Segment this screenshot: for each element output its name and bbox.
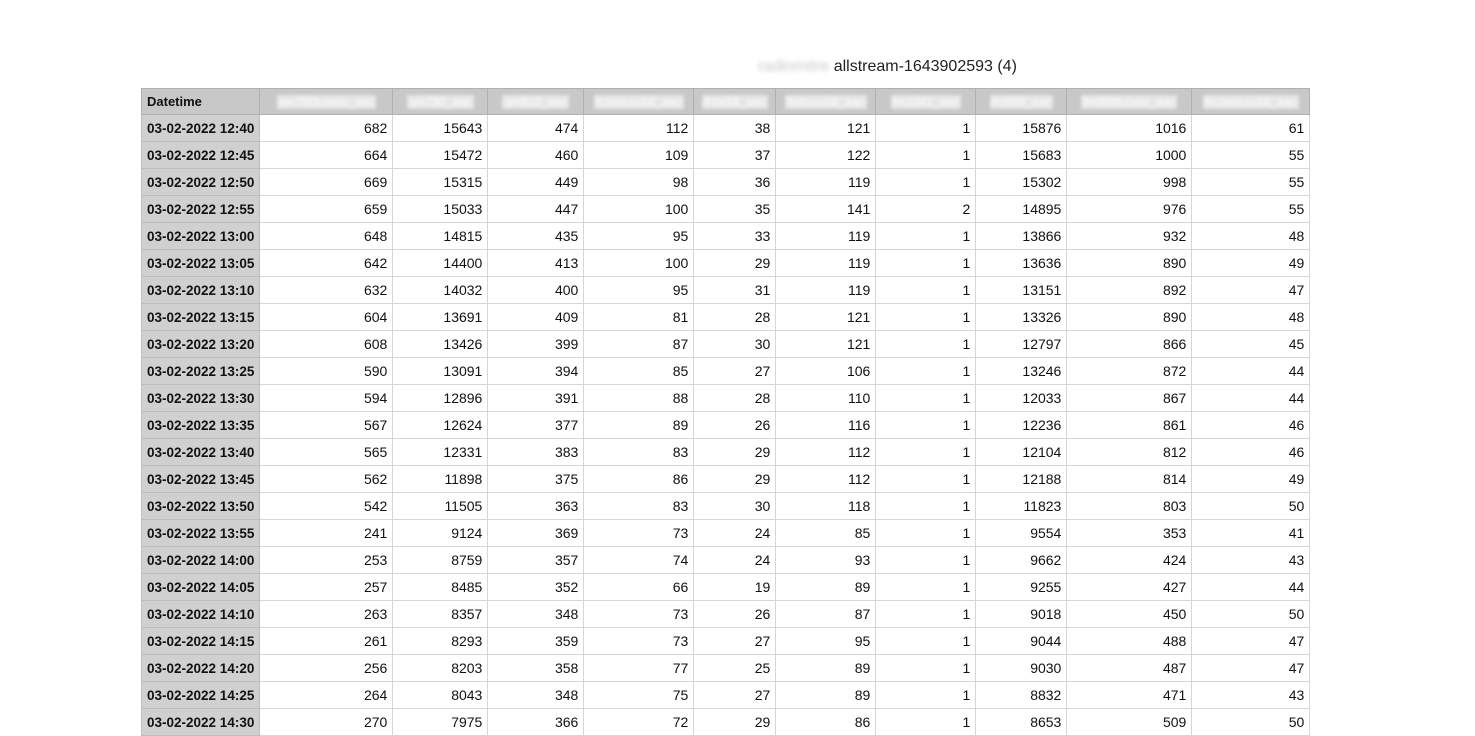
table-cell: 88 [584, 385, 694, 412]
table-cell: 122 [776, 142, 876, 169]
table-cell: 89 [584, 412, 694, 439]
table-row [142, 277, 1310, 304]
table-cell: 95 [584, 277, 694, 304]
table-cell: 26 [694, 412, 776, 439]
table-cell: 61 [1192, 115, 1310, 142]
table-cell: 1 [876, 493, 976, 520]
table-cell: 400 [488, 277, 584, 304]
table-cell: 72 [584, 709, 694, 736]
table-cell: 38 [694, 115, 776, 142]
table-cell: 15683 [976, 142, 1067, 169]
table-cell: 1 [876, 385, 976, 412]
table-cell: 12188 [976, 466, 1067, 493]
table-cell: 241 [260, 520, 393, 547]
table-cell: 509 [1067, 709, 1192, 736]
table-cell: 1 [876, 304, 976, 331]
table-cell: 74 [584, 547, 694, 574]
table-cell: 14400 [393, 250, 488, 277]
table-cell: 8043 [393, 682, 488, 709]
row-datetime: 03-02-2022 13:25 [142, 358, 260, 385]
table-cell: 30 [694, 331, 776, 358]
table-cell: 12896 [393, 385, 488, 412]
table-cell: 1 [876, 682, 976, 709]
table-cell: 28 [694, 385, 776, 412]
table-cell: 83 [584, 439, 694, 466]
table-cell: 12033 [976, 385, 1067, 412]
table-cell: 8357 [393, 601, 488, 628]
row-datetime: 03-02-2022 14:20 [142, 655, 260, 682]
table-cell: 55 [1192, 142, 1310, 169]
table-cell: 8832 [976, 682, 1067, 709]
table-cell: 44 [1192, 574, 1310, 601]
table-cell: 106 [776, 358, 876, 385]
table-cell: 363 [488, 493, 584, 520]
table-cell: 29 [694, 250, 776, 277]
table-cell: 1 [876, 439, 976, 466]
header-datetime: Datetime [142, 89, 260, 115]
table-cell: 866 [1067, 331, 1192, 358]
table-cell: 44 [1192, 358, 1310, 385]
table-cell: 413 [488, 250, 584, 277]
table-cell: 89 [776, 655, 876, 682]
table-cell: 669 [260, 169, 393, 196]
table-cell: 1 [876, 574, 976, 601]
table-cell: 49 [1192, 250, 1310, 277]
table-cell: 8293 [393, 628, 488, 655]
table-cell: 377 [488, 412, 584, 439]
table-cell: 15472 [393, 142, 488, 169]
table-cell: 487 [1067, 655, 1192, 682]
table-cell: 31 [694, 277, 776, 304]
table-cell: 112 [584, 115, 694, 142]
table-cell: 29 [694, 466, 776, 493]
table-cell: 93 [776, 547, 876, 574]
row-datetime: 03-02-2022 13:55 [142, 520, 260, 547]
table-cell: 1 [876, 520, 976, 547]
table-row [142, 169, 1310, 196]
table-cell: 98 [584, 169, 694, 196]
table-cell: 460 [488, 142, 584, 169]
table-cell: 427 [1067, 574, 1192, 601]
table-cell: 116 [776, 412, 876, 439]
table-cell: 19 [694, 574, 776, 601]
table-row [142, 223, 1310, 250]
table-cell: 1 [876, 709, 976, 736]
table-cell: 47 [1192, 628, 1310, 655]
table-cell: 803 [1067, 493, 1192, 520]
table-cell: 348 [488, 682, 584, 709]
table-row [142, 601, 1310, 628]
table-cell: 890 [1067, 304, 1192, 331]
table-row [142, 682, 1310, 709]
table-cell: 1 [876, 331, 976, 358]
table-cell: 110 [776, 385, 876, 412]
table-cell: 9044 [976, 628, 1067, 655]
column-header: flatinos56_aac [776, 89, 876, 115]
column-header: am790_aac [393, 89, 488, 115]
row-datetime: 03-02-2022 13:00 [142, 223, 260, 250]
table-cell: 812 [1067, 439, 1192, 466]
column-header: fm999_aac [976, 89, 1067, 115]
table-cell: 814 [1067, 466, 1192, 493]
row-datetime: 03-02-2022 14:10 [142, 601, 260, 628]
table-cell: 15643 [393, 115, 488, 142]
table-cell: 12797 [976, 331, 1067, 358]
table-cell: 998 [1067, 169, 1192, 196]
table-cell: 358 [488, 655, 584, 682]
table-cell: 13151 [976, 277, 1067, 304]
table-cell: 632 [260, 277, 393, 304]
column-header: fnclasicos56_aac [1192, 89, 1310, 115]
table-cell: 8653 [976, 709, 1067, 736]
row-datetime: 03-02-2022 14:15 [142, 628, 260, 655]
table-cell: 95 [776, 628, 876, 655]
table-cell: 119 [776, 223, 876, 250]
table-cell: 9662 [976, 547, 1067, 574]
table-cell: 15876 [976, 115, 1067, 142]
table-row [142, 412, 1310, 439]
table-cell: 121 [776, 115, 876, 142]
table-cell: 47 [1192, 277, 1310, 304]
table-cell: 37 [694, 142, 776, 169]
table-cell: 270 [260, 709, 393, 736]
row-datetime: 03-02-2022 12:45 [142, 142, 260, 169]
table-row [142, 250, 1310, 277]
table-cell: 12236 [976, 412, 1067, 439]
table-row [142, 115, 1310, 142]
table-cell: 9255 [976, 574, 1067, 601]
table-cell: 14815 [393, 223, 488, 250]
document-title [0, 58, 1475, 76]
table-cell: 447 [488, 196, 584, 223]
table-cell: 30 [694, 493, 776, 520]
table-cell: 43 [1192, 682, 1310, 709]
table-cell: 2 [876, 196, 976, 223]
table-cell: 542 [260, 493, 393, 520]
table-cell: 9124 [393, 520, 488, 547]
table-cell: 449 [488, 169, 584, 196]
table-cell: 14032 [393, 277, 488, 304]
table-cell: 12104 [976, 439, 1067, 466]
table-cell: 27 [694, 358, 776, 385]
table-cell: 1 [876, 142, 976, 169]
table-cell: 399 [488, 331, 584, 358]
table-cell: 141 [776, 196, 876, 223]
table-cell: 1 [876, 277, 976, 304]
table-cell: 121 [776, 331, 876, 358]
table-cell: 13866 [976, 223, 1067, 250]
table-cell: 73 [584, 601, 694, 628]
row-datetime: 03-02-2022 12:55 [142, 196, 260, 223]
column-header: am810_aac [488, 89, 584, 115]
table-row [142, 358, 1310, 385]
table-cell: 100 [584, 250, 694, 277]
table-cell: 359 [488, 628, 584, 655]
table-cell: 567 [260, 412, 393, 439]
table-row [142, 439, 1310, 466]
table-cell: 13326 [976, 304, 1067, 331]
row-datetime: 03-02-2022 13:30 [142, 385, 260, 412]
table-row [142, 655, 1310, 682]
table-cell: 50 [1192, 601, 1310, 628]
table-cell: 450 [1067, 601, 1192, 628]
table-cell: 12624 [393, 412, 488, 439]
table-cell: 11898 [393, 466, 488, 493]
table-cell: 642 [260, 250, 393, 277]
table-cell: 604 [260, 304, 393, 331]
table-cell: 383 [488, 439, 584, 466]
row-datetime: 03-02-2022 13:35 [142, 412, 260, 439]
table-cell: 109 [584, 142, 694, 169]
table-row [142, 466, 1310, 493]
table-cell: 12331 [393, 439, 488, 466]
row-datetime: 03-02-2022 13:50 [142, 493, 260, 520]
table-cell: 872 [1067, 358, 1192, 385]
table-cell: 256 [260, 655, 393, 682]
row-datetime: 03-02-2022 13:05 [142, 250, 260, 277]
table-row [142, 628, 1310, 655]
header-row [142, 89, 1310, 115]
table-cell: 33 [694, 223, 776, 250]
table-cell: 648 [260, 223, 393, 250]
table-cell: 48 [1192, 304, 1310, 331]
table-cell: 9030 [976, 655, 1067, 682]
table-cell: 86 [776, 709, 876, 736]
table-cell: 119 [776, 250, 876, 277]
table-cell: 474 [488, 115, 584, 142]
table-cell: 253 [260, 547, 393, 574]
table-cell: 29 [694, 439, 776, 466]
row-datetime: 03-02-2022 12:50 [142, 169, 260, 196]
table-cell: 75 [584, 682, 694, 709]
table-cell: 664 [260, 142, 393, 169]
table-cell: 861 [1067, 412, 1192, 439]
table-cell: 608 [260, 331, 393, 358]
table-cell: 48 [1192, 223, 1310, 250]
row-datetime: 03-02-2022 13:45 [142, 466, 260, 493]
title-blurred-prefix: radiomitre [758, 58, 830, 75]
table-row [142, 574, 1310, 601]
table-cell: 13691 [393, 304, 488, 331]
column-header: fm999tunein_aac [1067, 89, 1192, 115]
table-cell: 95 [584, 223, 694, 250]
table-cell: 46 [1192, 439, 1310, 466]
row-datetime: 03-02-2022 14:30 [142, 709, 260, 736]
table-cell: 8759 [393, 547, 488, 574]
table-cell: 867 [1067, 385, 1192, 412]
table-row [142, 304, 1310, 331]
column-header: fclasicos56_aac [584, 89, 694, 115]
table-cell: 45 [1192, 331, 1310, 358]
table-cell: 1000 [1067, 142, 1192, 169]
table-cell: 594 [260, 385, 393, 412]
table-cell: 44 [1192, 385, 1310, 412]
table-cell: 28 [694, 304, 776, 331]
table-cell: 369 [488, 520, 584, 547]
table-cell: 1 [876, 628, 976, 655]
table-cell: 366 [488, 709, 584, 736]
table-row [142, 331, 1310, 358]
table-cell: 55 [1192, 169, 1310, 196]
table-cell: 1 [876, 547, 976, 574]
row-datetime: 03-02-2022 13:15 [142, 304, 260, 331]
table-row [142, 142, 1310, 169]
table-cell: 659 [260, 196, 393, 223]
table-cell: 73 [584, 628, 694, 655]
table-cell: 29 [694, 709, 776, 736]
table-cell: 14895 [976, 196, 1067, 223]
table-cell: 100 [584, 196, 694, 223]
column-header: fhits58_aac [694, 89, 776, 115]
table-cell: 87 [584, 331, 694, 358]
table-cell: 43 [1192, 547, 1310, 574]
table-cell: 35 [694, 196, 776, 223]
row-datetime: 03-02-2022 13:10 [142, 277, 260, 304]
table-cell: 1 [876, 169, 976, 196]
table-cell: 8485 [393, 574, 488, 601]
table-cell: 471 [1067, 682, 1192, 709]
table-cell: 348 [488, 601, 584, 628]
table-cell: 87 [776, 601, 876, 628]
table-cell: 13091 [393, 358, 488, 385]
table-cell: 86 [584, 466, 694, 493]
table-cell: 7975 [393, 709, 488, 736]
table-cell: 590 [260, 358, 393, 385]
table-cell: 890 [1067, 250, 1192, 277]
table-row [142, 709, 1310, 736]
table-cell: 81 [584, 304, 694, 331]
table-cell: 121 [776, 304, 876, 331]
table-cell: 36 [694, 169, 776, 196]
table-cell: 24 [694, 520, 776, 547]
table-cell: 50 [1192, 709, 1310, 736]
column-header: am790tunein_aac [260, 89, 393, 115]
table-cell: 263 [260, 601, 393, 628]
table-cell: 565 [260, 439, 393, 466]
table-cell: 119 [776, 277, 876, 304]
table-cell: 11505 [393, 493, 488, 520]
table-cell: 1 [876, 115, 976, 142]
table-cell: 85 [776, 520, 876, 547]
table-cell: 353 [1067, 520, 1192, 547]
table-cell: 27 [694, 628, 776, 655]
table-cell: 435 [488, 223, 584, 250]
table-cell: 1016 [1067, 115, 1192, 142]
table-cell: 49 [1192, 466, 1310, 493]
table-cell: 9554 [976, 520, 1067, 547]
row-datetime: 03-02-2022 12:40 [142, 115, 260, 142]
table-cell: 89 [776, 682, 876, 709]
table-cell: 1 [876, 250, 976, 277]
table-cell: 89 [776, 574, 876, 601]
table-cell: 375 [488, 466, 584, 493]
table-row [142, 547, 1310, 574]
table-cell: 1 [876, 601, 976, 628]
table-cell: 11823 [976, 493, 1067, 520]
table-row [142, 196, 1310, 223]
table-cell: 66 [584, 574, 694, 601]
table-cell: 1 [876, 223, 976, 250]
table-cell: 46 [1192, 412, 1310, 439]
title-text: allstream-1643902593 (4) [833, 58, 1017, 75]
table-cell: 112 [776, 466, 876, 493]
table-cell: 488 [1067, 628, 1192, 655]
table-cell: 73 [584, 520, 694, 547]
table-cell: 1 [876, 466, 976, 493]
table-cell: 47 [1192, 655, 1310, 682]
table-cell: 352 [488, 574, 584, 601]
table-cell: 55 [1192, 196, 1310, 223]
table-cell: 13426 [393, 331, 488, 358]
row-datetime: 03-02-2022 14:00 [142, 547, 260, 574]
table-cell: 932 [1067, 223, 1192, 250]
table-cell: 394 [488, 358, 584, 385]
table-body [142, 115, 1310, 736]
table-cell: 112 [776, 439, 876, 466]
table-cell: 15315 [393, 169, 488, 196]
row-datetime: 03-02-2022 14:05 [142, 574, 260, 601]
table-cell: 424 [1067, 547, 1192, 574]
column-header: fm1041_aac [876, 89, 976, 115]
table-cell: 257 [260, 574, 393, 601]
table-cell: 13636 [976, 250, 1067, 277]
table-cell: 892 [1067, 277, 1192, 304]
table-cell: 77 [584, 655, 694, 682]
table-cell: 1 [876, 358, 976, 385]
data-table [141, 88, 1310, 736]
table-cell: 9018 [976, 601, 1067, 628]
table-cell: 41 [1192, 520, 1310, 547]
table-cell: 261 [260, 628, 393, 655]
table-cell: 50 [1192, 493, 1310, 520]
table-cell: 976 [1067, 196, 1192, 223]
table-cell: 391 [488, 385, 584, 412]
table-cell: 562 [260, 466, 393, 493]
table-row [142, 385, 1310, 412]
table-cell: 24 [694, 547, 776, 574]
table-cell: 15302 [976, 169, 1067, 196]
row-datetime: 03-02-2022 13:40 [142, 439, 260, 466]
table-cell: 25 [694, 655, 776, 682]
table-cell: 83 [584, 493, 694, 520]
table-cell: 409 [488, 304, 584, 331]
table-cell: 26 [694, 601, 776, 628]
row-datetime: 03-02-2022 13:20 [142, 331, 260, 358]
table-cell: 1 [876, 412, 976, 439]
table-cell: 8203 [393, 655, 488, 682]
row-datetime: 03-02-2022 14:25 [142, 682, 260, 709]
table-cell: 15033 [393, 196, 488, 223]
table-cell: 85 [584, 358, 694, 385]
table-cell: 13246 [976, 358, 1067, 385]
table-cell: 264 [260, 682, 393, 709]
table-cell: 27 [694, 682, 776, 709]
table-cell: 118 [776, 493, 876, 520]
table-cell: 119 [776, 169, 876, 196]
table-row [142, 520, 1310, 547]
table-cell: 1 [876, 655, 976, 682]
table-cell: 682 [260, 115, 393, 142]
table-cell: 357 [488, 547, 584, 574]
table-row [142, 493, 1310, 520]
